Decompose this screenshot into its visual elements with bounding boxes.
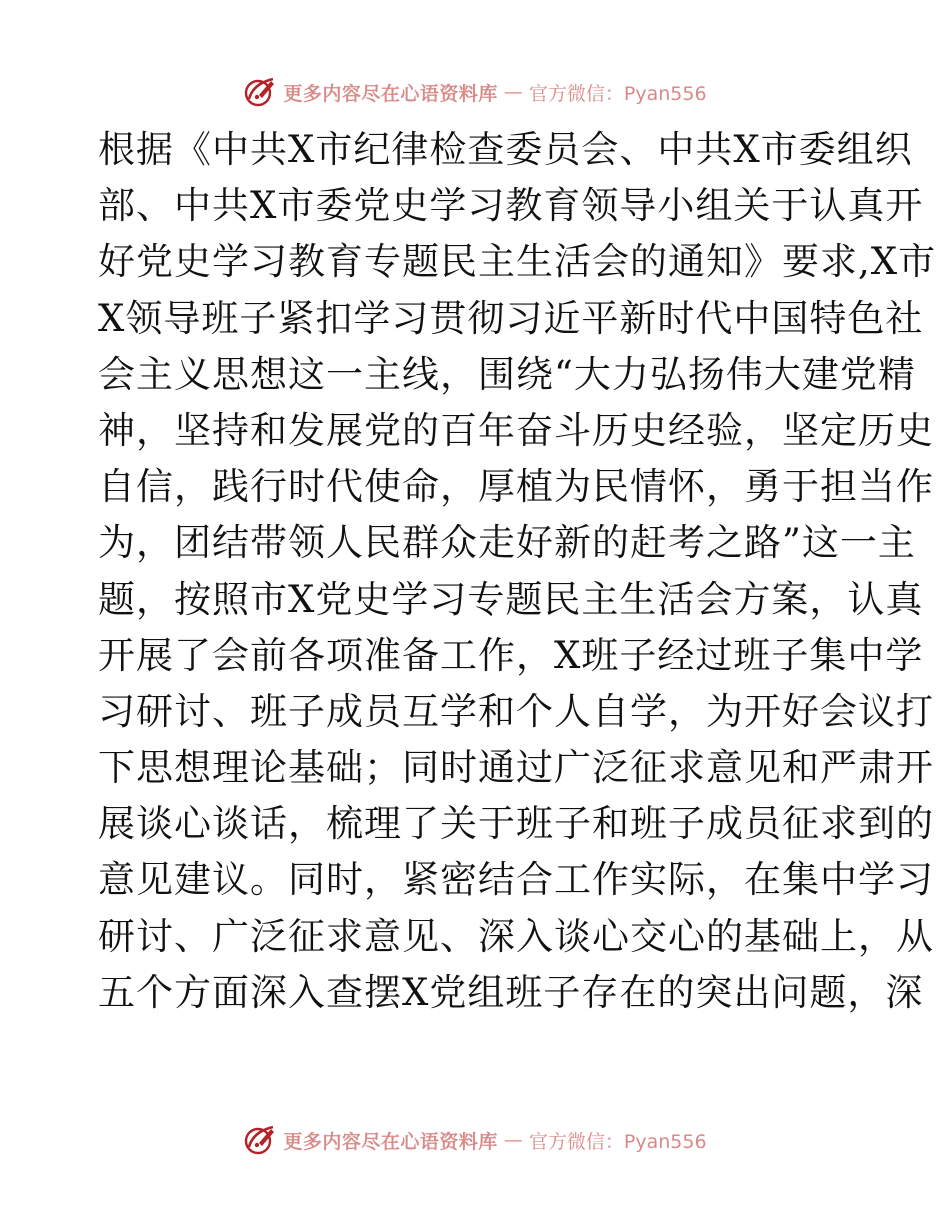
- body-line: 为，团结带领人民群众走好新的赶考之路”这一主: [98, 521, 916, 565]
- wechat-id-text: 官方微信：Pyan556: [528, 1130, 707, 1153]
- site-name-text: 更多内容尽在心语资料库: [283, 82, 498, 105]
- banner-dash: —: [503, 1129, 523, 1151]
- body-line: 展谈心谈话，梳理了关于班子和班子成员征求到的: [98, 802, 934, 846]
- body-line: 五个方面深入查摆X党组班子存在的突出问题，深: [98, 970, 924, 1014]
- pen-nib-swirl-icon: [243, 75, 277, 109]
- site-name-text: 更多内容尽在心语资料库: [283, 1130, 498, 1153]
- body-line: 意见建议。同时，紧密结合工作实际，在集中学习: [98, 858, 934, 902]
- body-line: X领导班子紧扣学习贯彻习近平新时代中国特色社: [98, 296, 924, 340]
- body-line: 好党史学习教育专题民主生活会的通知》要求,X市: [98, 240, 937, 284]
- body-line: 会主义思想这一主线，围绕“大力弘扬伟大建党精: [98, 352, 916, 396]
- body-line: 自信，践行时代使命，厚植为民情怀，勇于担当作: [98, 465, 934, 509]
- body-line: 题，按照市X党史学习专题民主生活会方案，认真: [98, 577, 924, 621]
- body-line: 部、中共X市委党史学习教育领导小组关于认真开: [98, 184, 924, 228]
- banner-dash: —: [503, 81, 523, 103]
- footer-banner: [0, 1120, 950, 1160]
- body-line: 根据《中共X市纪律检查委员会、中共X市委组织: [98, 128, 913, 171]
- body-line: 下思想理论基础；同时通过广泛征求意见和严肃开: [98, 746, 934, 790]
- header-banner: [0, 72, 950, 112]
- body-line: 研讨、广泛征求意见、深入谈心交心的基础上，从: [98, 914, 934, 958]
- body-line: 开展了会前各项准备工作，X班子经过班子集中学: [98, 633, 924, 677]
- body-line: 习研讨、班子成员互学和个人自学，为开好会议打: [98, 689, 934, 733]
- body-line: 神，坚持和发展党的百年奋斗历史经验，坚定历史: [98, 408, 934, 452]
- body-paragraph: [98, 122, 937, 1021]
- pen-nib-swirl-icon: [243, 1123, 277, 1157]
- wechat-id-text: 官方微信：Pyan556: [528, 82, 707, 105]
